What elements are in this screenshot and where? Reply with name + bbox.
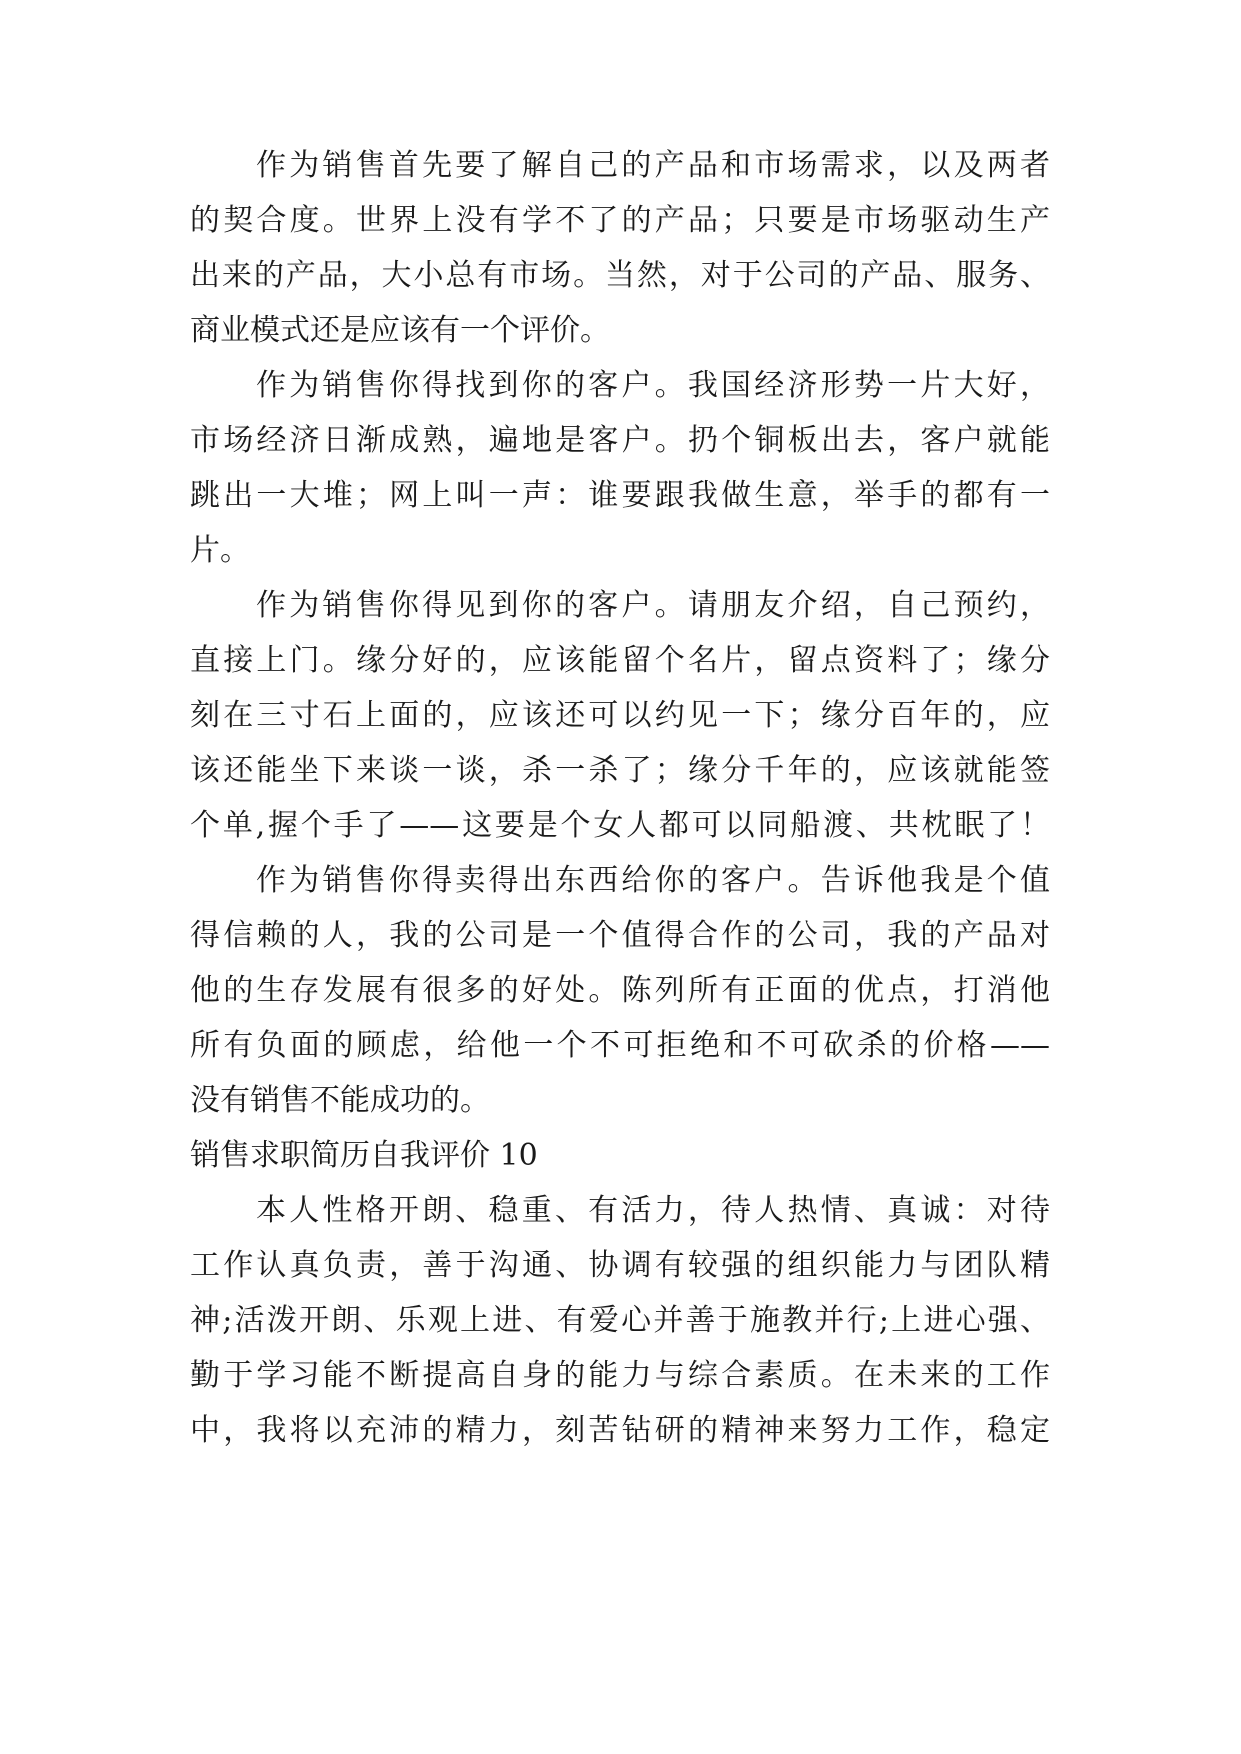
paragraph-4-line-5: 没有销售不能成功的。 [190,1083,490,1118]
paragraph-3-line-1: 作为销售你得见到你的客户。请朋友介绍，自己预约， [256,588,1050,623]
paragraph-4-line-3: 他的生存发展有很多的好处。陈列所有正面的优点，打消他 [190,973,1050,1008]
paragraph-4-line-1: 作为销售你得卖得出东西给你的客户。告诉他我是个值 [256,863,1050,898]
paragraph-4-line-2: 得信赖的人，我的公司是一个值得合作的公司，我的产品对 [190,918,1050,953]
paragraph-3-line-4: 该还能坐下来谈一谈，杀一杀了；缘分千年的，应该就能签 [190,753,1050,788]
paragraph-3-line-3: 刻在三寸石上面的，应该还可以约见一下；缘分百年的，应 [190,698,1050,733]
paragraph-5-line-4: 勤于学习能不断提高自身的能力与综合素质。在未来的工作 [190,1358,1050,1393]
paragraph-1-line-2: 的契合度。世界上没有学不了的产品；只要是市场驱动生产 [190,203,1050,238]
paragraph-5-line-3: 神;活泼开朗、乐观上进、有爱心并善于施教并行;上进心强、 [190,1303,1050,1338]
paragraph-4-line-4: 所有负面的顾虑，给他一个不可拒绝和不可砍杀的价格—— [190,1028,1050,1063]
paragraph-2-line-3: 跳出一大堆；网上叫一声：谁要跟我做生意，举手的都有一 [190,478,1050,513]
paragraph-5-line-2: 工作认真负责，善于沟通、协调有较强的组织能力与团队精 [190,1248,1050,1283]
paragraph-2-line-1: 作为销售你得找到你的客户。我国经济形势一片大好， [256,368,1050,403]
paragraph-2-line-2: 市场经济日渐成熟，遍地是客户。扔个铜板出去，客户就能 [190,423,1050,458]
paragraph-5-line-1: 本人性格开朗、稳重、有活力，待人热情、真诚：对待 [256,1193,1050,1228]
paragraph-1-line-3: 出来的产品，大小总有市场。当然，对于公司的产品、服务、 [190,258,1050,293]
section-heading: 销售求职简历自我评价 10 [190,1138,538,1173]
paragraph-2-line-4: 片。 [190,533,250,568]
paragraph-1-line-1: 作为销售首先要了解自己的产品和市场需求，以及两者 [256,148,1050,183]
paragraph-3-line-2: 直接上门。缘分好的，应该能留个名片，留点资料了；缘分 [190,643,1050,678]
paragraph-5-line-5: 中，我将以充沛的精力，刻苦钻研的精神来努力工作，稳定 [190,1413,1050,1448]
paragraph-3-line-5: 个单,握个手了——这要是个女人都可以同船渡、共枕眠了！ [190,808,1050,843]
paragraph-1-line-4: 商业模式还是应该有一个评价。 [190,313,610,348]
